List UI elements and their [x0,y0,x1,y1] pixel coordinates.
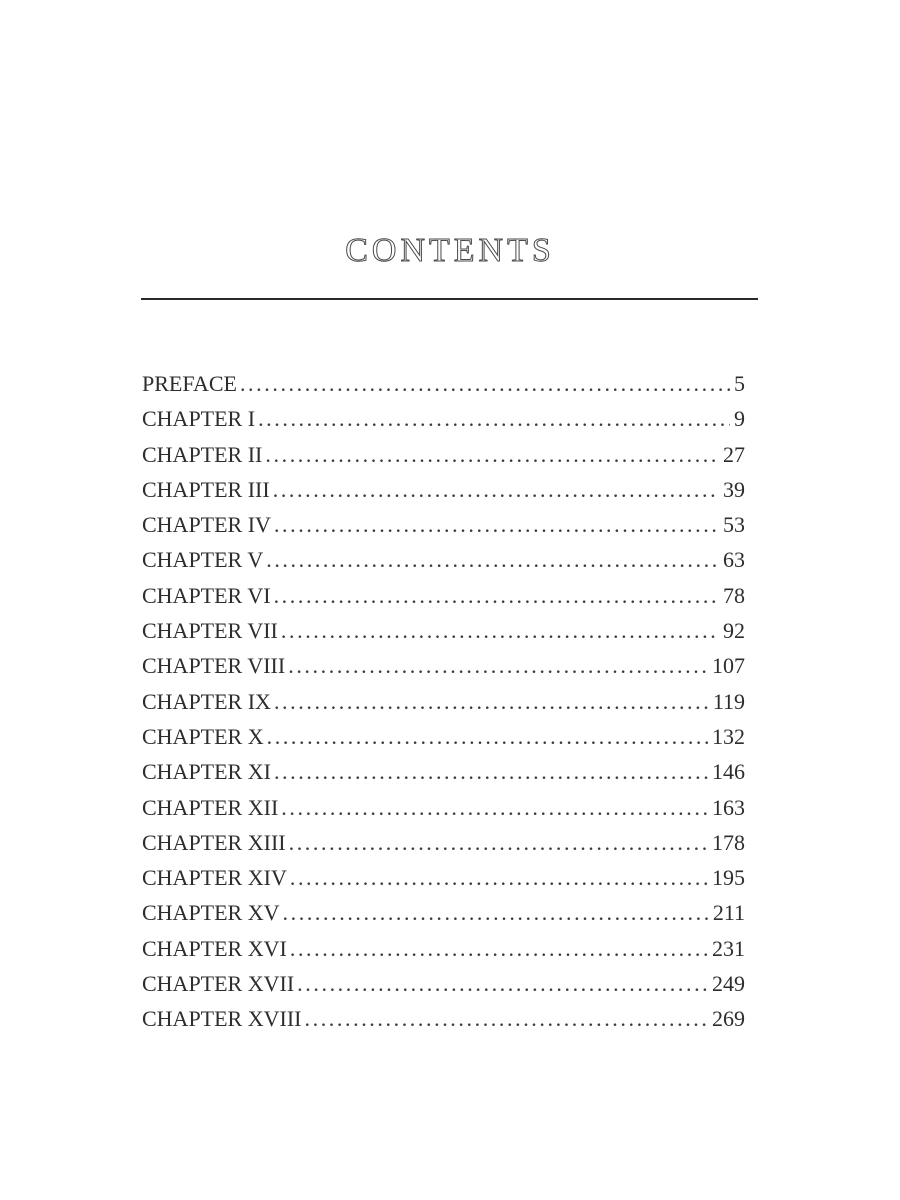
toc-entry-label: PREFACE [142,371,237,396]
toc-page-number: 63 [723,547,745,573]
toc-page-number: 9 [734,406,745,432]
toc-page-number: 119 [712,688,745,714]
toc-page-number: 195 [712,865,745,891]
toc-page-number: 53 [723,512,745,538]
toc-entry-chapter-5[interactable] [142,542,745,577]
dot-leader [274,578,719,613]
toc-page-number: 269 [712,1006,745,1032]
dot-leader [288,648,708,683]
dot-leader [258,401,730,436]
toc-entry-chapter-14[interactable] [142,860,745,895]
dot-leader [290,860,708,895]
toc-page-number: 146 [712,759,745,785]
dot-leader [283,895,709,930]
toc-entry-label: CHAPTER XV [142,900,280,926]
toc-entry-label: CHAPTER XVII [142,971,295,997]
page-title: CONTENTS [345,232,555,269]
toc-entry-label: CHAPTER VIII [142,653,286,679]
dot-leader [267,719,708,754]
toc-entry-label: CHAPTER VII [142,618,278,644]
toc-entry-label: CHAPTER II [142,441,263,467]
toc-entry-chapter-8[interactable] [142,648,745,683]
dot-leader [290,931,708,966]
toc-entry-preface[interactable] [142,366,745,401]
toc-entry-label: CHAPTER XVIII [142,1006,302,1032]
toc-page-number: 5 [734,371,745,396]
toc-entry-chapter-13[interactable] [142,825,745,860]
toc-entry-chapter-2[interactable] [142,437,745,472]
toc-entry-chapter-15[interactable] [142,895,745,930]
toc-page-number: 249 [712,971,745,997]
toc-entry-chapter-1[interactable] [142,401,745,436]
toc-page-number: 78 [723,582,745,608]
toc-entry-label: CHAPTER IV [142,512,271,538]
dot-leader [274,684,709,719]
toc-page-number: 92 [723,618,745,644]
toc-entry-label: CHAPTER XI [142,759,271,785]
toc-entry-chapter-18[interactable] [142,1001,745,1036]
toc-entry-label: CHAPTER V [142,547,264,573]
toc-entry-label: CHAPTER IX [142,688,271,714]
toc-entry-chapter-10[interactable] [142,719,745,754]
title-divider [141,298,758,300]
dot-leader [266,542,719,577]
toc-entry-chapter-16[interactable] [142,931,745,966]
dot-leader [240,366,730,401]
toc-entry-chapter-4[interactable] [142,507,745,542]
toc-page-number: 107 [712,653,745,679]
dot-leader [274,507,719,542]
toc-entry-chapter-3[interactable] [142,472,745,507]
toc-page-number: 231 [712,935,745,961]
toc-entry-chapter-6[interactable] [142,578,745,613]
toc-entry-chapter-17[interactable] [142,966,745,1001]
toc-entry-chapter-9[interactable] [142,684,745,719]
dot-leader [273,472,719,507]
toc-entry-chapter-12[interactable] [142,790,745,825]
dot-leader [281,613,719,648]
table-of-contents [142,366,745,1037]
toc-entry-label: CHAPTER XIV [142,865,287,891]
dot-leader [281,790,708,825]
dot-leader [305,1001,709,1036]
toc-entry-label: CHAPTER X [142,723,264,749]
toc-page-number: 39 [723,476,745,502]
toc-page-number: 27 [723,441,745,467]
toc-entry-label: CHAPTER I [142,406,256,432]
dot-leader [265,437,719,472]
toc-entry-label: CHAPTER VI [142,582,271,608]
toc-page-number: 178 [712,829,745,855]
toc-page-number: 163 [712,794,745,820]
toc-entry-chapter-11[interactable] [142,754,745,789]
toc-page-number: 132 [712,723,745,749]
toc-entry-label: CHAPTER XVI [142,935,287,961]
dot-leader [274,754,708,789]
toc-entry-label: CHAPTER XII [142,794,279,820]
toc-entry-label: CHAPTER XIII [142,829,286,855]
dot-leader [297,966,708,1001]
toc-entry-label: CHAPTER III [142,476,270,502]
dot-leader [289,825,708,860]
toc-page-number: 211 [712,900,745,926]
toc-entry-chapter-7[interactable] [142,613,745,648]
